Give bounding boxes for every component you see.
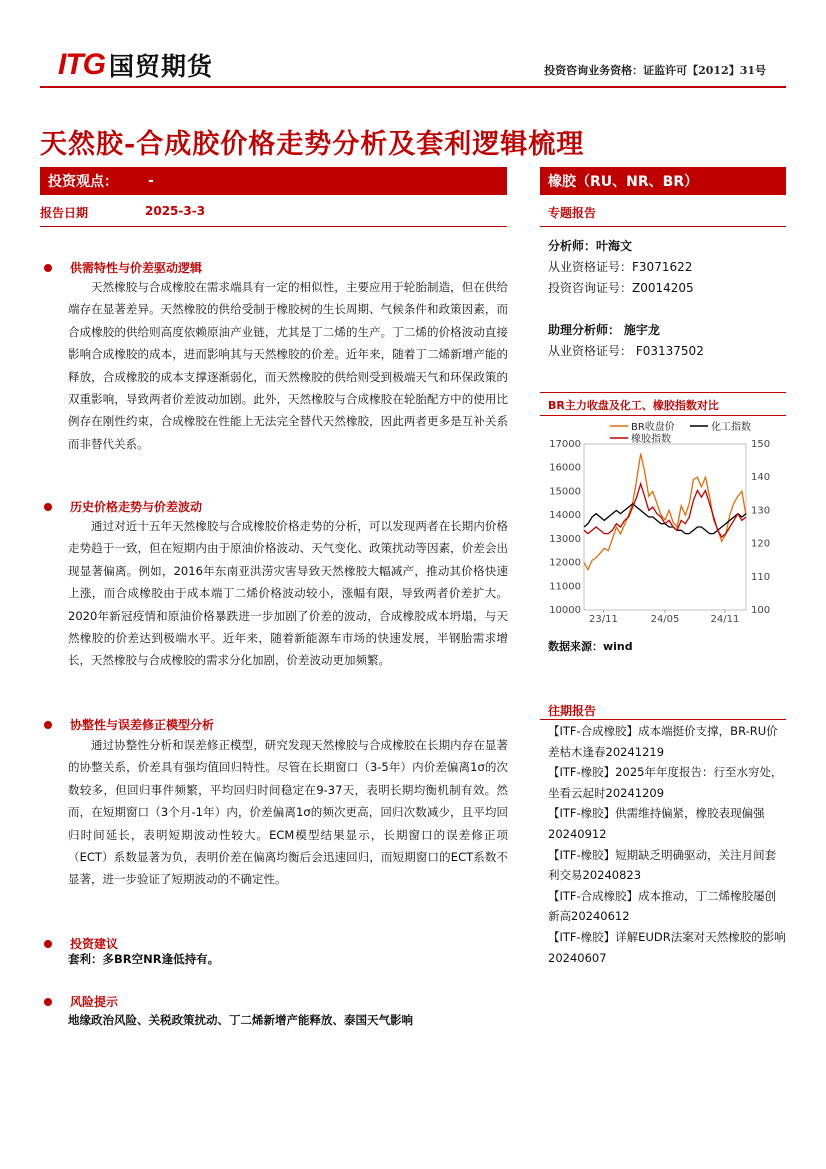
bullet-icon [44, 503, 52, 511]
past-report-item[interactable]: 【ITF-橡胶】2025年年度报告：行至水穷处，坐看云起时20241209 [548, 765, 783, 800]
y-left-tick-label: 16000 [549, 462, 581, 474]
date-value: 2025-3-3 [145, 204, 206, 218]
bullet-icon [44, 940, 52, 948]
report-date [40, 204, 507, 221]
y-right-tick-label: 120 [751, 538, 771, 550]
section-heading-text: 历史价格走势与价差波动 [70, 500, 203, 514]
section-heading-1 [44, 259, 202, 276]
price-chart [540, 418, 786, 632]
past-reports-title: 往期报告 [548, 704, 597, 718]
past-report-item[interactable]: 【ITF-合成橡胶】成本推动，丁二烯橡胶屡创新高20240612 [548, 888, 777, 924]
qualification-text: 投资咨询业务资格：证监许可【2012】31号 [544, 64, 766, 77]
series-line-橡胶指数 [584, 484, 746, 537]
y-right-tick-label: 100 [751, 605, 771, 616]
investment-view-bar [40, 167, 507, 195]
past-reports-divider [540, 719, 786, 720]
y-left-tick-label: 10000 [549, 605, 581, 616]
report-type-divider [540, 226, 786, 227]
y-left-tick-label: 17000 [549, 439, 581, 450]
analyst-label: 分析师： [548, 239, 597, 253]
series-line-BR收盘价 [584, 454, 746, 570]
bullet-icon [44, 721, 52, 729]
section-heading-4 [44, 935, 118, 952]
logo-itg: ITG [58, 48, 105, 81]
section-body-1: 天然橡胶与合成橡胶在需求端具有一定的相似性，主要应用于轮胎制造，但在供给端存在显著差异。天然橡胶的供给受制于橡胶树的生长周期、气候条件和政策因素，而合成橡胶的供给则高度依赖原油产业链，尤其是丁二烯的生产。丁二烯的价格波动直接影响合成橡胶的成本，进而影响其与天然橡胶的价差。近年来，随着丁二烯新增产能的释放，合成橡胶的成本支撑逐渐弱化，而天然橡胶的供给则受到极端天气和环保政策的双重影响，导致两者价差波动加剧。此外，天然橡胶与合成橡胶在轮胎配方中的使用比例存在刚性约束，合成橡胶在性能上无法完全替代天然橡胶，因此两者更多是互补关系而非替代关系。 [68, 280, 508, 451]
category-bar: 橡胶（RU、NR、BR） [540, 167, 786, 195]
section-heading-text: 协整性与误差修正模型分析 [70, 718, 215, 732]
analyst-info [548, 236, 704, 362]
section-heading-text: 风险提示 [70, 995, 119, 1009]
y-left-tick-label: 14000 [549, 510, 581, 522]
chart-title: BR主力收盘及化工、橡胶指数对比 [548, 399, 719, 412]
chart-top-divider [540, 392, 786, 393]
company-logo [58, 50, 213, 80]
legend-label: 橡胶指数 [631, 434, 671, 445]
section-body-2: 通过对近十五年天然橡胶与合成橡胶价格走势的分析，可以发现两者在长期内价格走势趋于一致，但在短期内由于原油价格波动、天气变化、政策扰动等因素，价差会出现显著偏离。例如，2016年东南亚洪涝灾害导致天然橡胶大幅减产，推动其价格快速上涨，而合成橡胶由于成本端丁二烯价格波动较小，涨幅有限，导致两者价差扩大。2020年新冠疫情和原油价格暴跌进一步加剧了价差的波动，合成橡胶成本坍塌，与天然橡胶的价差达到极端水平。近年来，随着新能源车市场的快速发展，半钢胎需求增长，天然橡胶与合成橡胶的需求分化加剧，价差波动更加频繁。 [68, 519, 508, 668]
x-tick-label: 24/05 [650, 614, 680, 625]
investment-advice: 套利：多BR空NR逢低持有。 [68, 952, 220, 966]
assistant-license-label: 从业资格证号： [548, 344, 633, 358]
section-heading-text: 投资建议 [70, 937, 119, 951]
x-tick-label: 23/11 [589, 614, 618, 625]
consult-number: Z0014205 [632, 281, 694, 295]
y-left-tick-label: 11000 [549, 581, 581, 593]
report-title: 天然胶-合成胶价格走势分析及套利逻辑梳理 [40, 129, 585, 160]
license-label: 从业资格证号： [548, 260, 633, 274]
logo-company-name: 国贸期货 [109, 52, 214, 81]
consult-label: 投资咨询证号： [548, 281, 633, 295]
past-report-item[interactable]: 【ITF-橡胶】供需维持偏紧，橡胶表现偏强20240912 [548, 806, 765, 841]
past-report-item[interactable]: 【ITF-橡胶】详解EUDR法案对天然橡胶的影响20240607 [548, 929, 786, 965]
section-heading-5 [44, 993, 118, 1010]
assistant-label: 助理分析师： [548, 323, 621, 337]
y-left-tick-label: 15000 [549, 486, 581, 498]
bullet-icon [44, 998, 52, 1006]
chart-source: 数据来源：wind [548, 640, 633, 653]
section-heading-2 [44, 498, 202, 515]
x-tick-label: 24/11 [710, 614, 740, 625]
date-label: 报告日期 [40, 206, 89, 220]
header-divider [40, 86, 786, 88]
assistant-license-number: F03137502 [635, 344, 704, 358]
section-body-3: 通过协整性分析和误差修正模型，研究发现天然橡胶与合成橡胶在长期内存在显著的协整关系，价差具有强均值回归特性。尽管在长期窗口（3-5年）内价差偏离1σ的次数较多，但回归事件频繁，平均回归时间稳定在9-37天，表明长期均衡机制有效。然而，在短期窗口（3个月-1年）内，价差偏离1σ的频次更高，回归次数减少，且平均回归时间延长，表明短期波动性较大。ECM模型结果显示，长期窗口的误差修正项（ECT）系数显著为负，表明价差在偏离均衡后会迅速回归，而短期窗口的ECT系数不显著，进一步验证了短期波动的不确定性。 [68, 738, 508, 887]
past-report-item[interactable]: 【ITF-合成橡胶】成本端挺价支撑，BR-RU价差枯木逢春20241219 [548, 724, 778, 759]
chart-title-divider [540, 415, 786, 416]
assistant-name: 施宇龙 [623, 323, 660, 337]
y-left-tick-label: 13000 [549, 533, 581, 545]
legend-label: BR收盘价 [631, 422, 675, 433]
view-label: 投资观点： [48, 174, 118, 190]
y-left-tick-label: 12000 [549, 557, 581, 569]
past-report-item[interactable]: 【ITF-橡胶】短期缺乏明确驱动，关注月间套利交易20240823 [548, 847, 777, 883]
legend-label: 化工指数 [711, 422, 751, 433]
risk-warning: 地缘政治风险、关税政策扰动、丁二烯新增产能释放、泰国天气影响 [68, 1013, 413, 1027]
bullet-icon [44, 264, 52, 272]
date-divider [40, 226, 507, 227]
report-type: 专题报告 [548, 206, 597, 220]
view-value: - [148, 173, 154, 189]
y-right-tick-label: 130 [751, 505, 771, 517]
section-heading-3 [44, 716, 214, 733]
license-number: F3071622 [632, 260, 693, 274]
section-heading-text: 供需特性与价差驱动逻辑 [70, 261, 203, 275]
y-right-tick-label: 140 [751, 472, 771, 484]
y-right-tick-label: 150 [751, 439, 771, 450]
analyst-name: 叶海文 [596, 239, 633, 253]
past-reports-list [548, 721, 786, 968]
y-right-tick-label: 110 [751, 571, 771, 583]
